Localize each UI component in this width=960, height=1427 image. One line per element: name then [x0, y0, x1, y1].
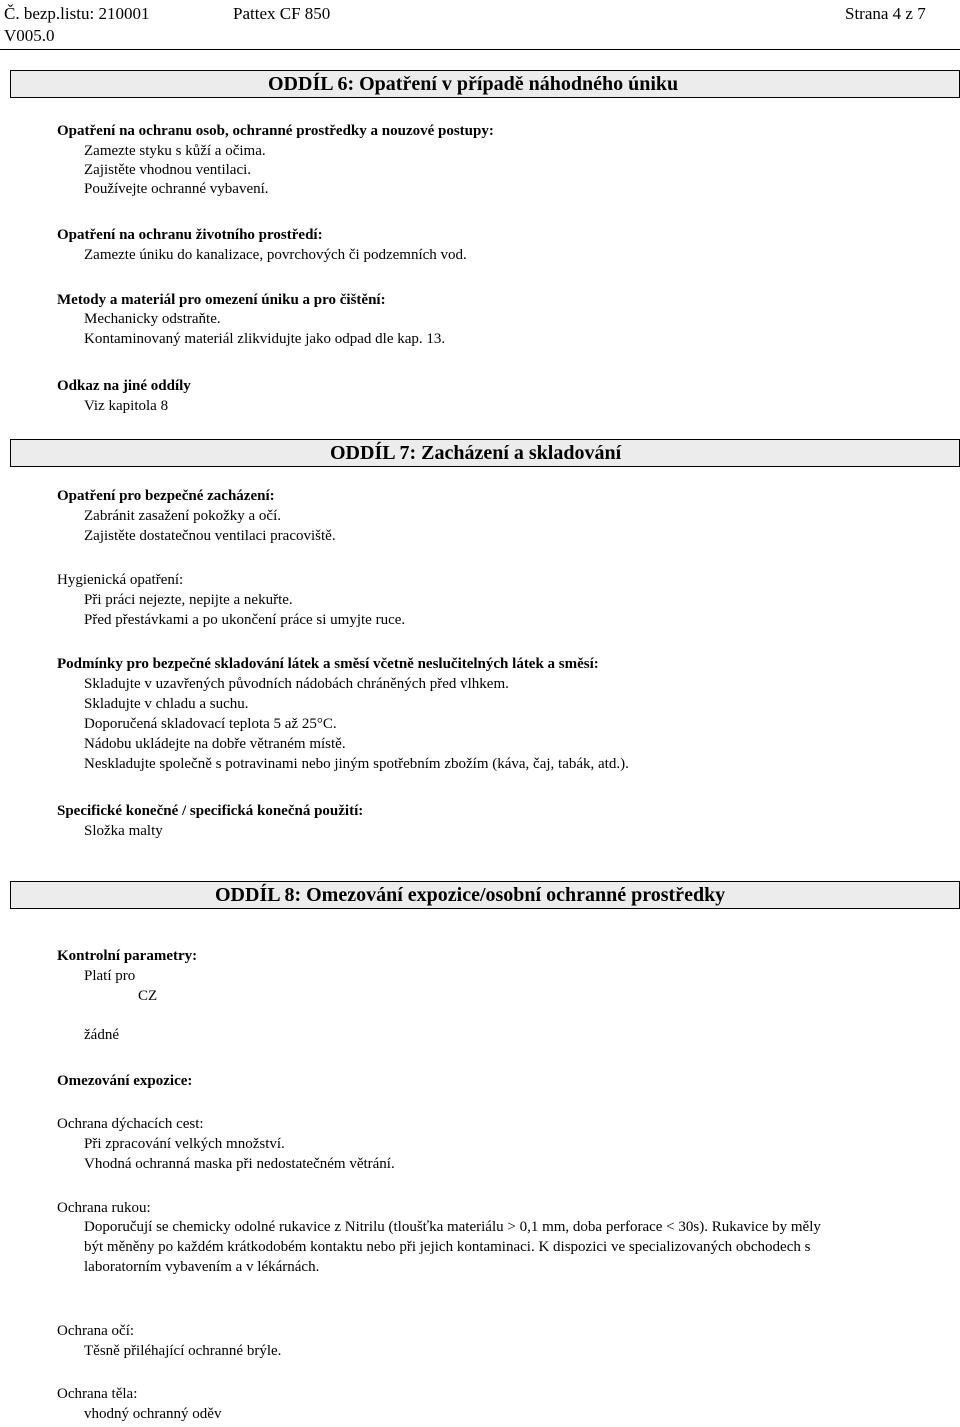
- storage-line-2: Skladujte v chladu a suchu.: [84, 696, 249, 712]
- environment-heading: Opatření na ochranu životního prostředí:: [57, 227, 323, 243]
- hygiene-line-1: Při práci nejezte, nepijte a nekuřte.: [84, 592, 293, 608]
- cleanup-heading: Metody a materiál pro omezení úniku a pro čištění:: [57, 292, 386, 308]
- page-number: Strana 4 z 7: [845, 4, 926, 23]
- eyes-heading: Ochrana očí:: [57, 1323, 135, 1339]
- storage-line-4: Nádobu ukládejte na dobře větraném místě.: [84, 736, 346, 752]
- reference-heading: Odkaz na jiné oddíly: [57, 378, 191, 394]
- safe-handling-heading: Opatření pro bezpečné zacházení:: [57, 488, 275, 504]
- respiratory-line-1: Při zpracování velkých množství.: [84, 1136, 285, 1152]
- product-name: Pattex CF 850: [233, 4, 331, 23]
- specific-use-line-1: Složka malty: [84, 823, 163, 839]
- body-heading: Ochrana těla:: [57, 1386, 138, 1402]
- reference-line-1: Viz kapitola 8: [84, 398, 169, 414]
- storage-line-3: Doporučená skladovací teplota 5 až 25°C.: [84, 716, 337, 732]
- safe-handling-line-1: Zabránit zasažení pokožky a očí.: [84, 508, 281, 524]
- respiratory-heading: Ochrana dýchacích cest:: [57, 1116, 204, 1132]
- hygiene-heading: Hygienická opatření:: [57, 572, 184, 588]
- cleanup-line-1: Mechanicky odstraňte.: [84, 311, 221, 327]
- storage-line-5: Neskladujte společně s potravinami nebo jiným spotřebním zbožím (káva, čaj, tabák, atd.).: [84, 756, 629, 772]
- storage-line-1: Skladujte v uzavřených původních nádobách chráněných před vlhkem.: [84, 676, 509, 692]
- personal-line-1: Zamezte styku s kůží a očima.: [84, 143, 266, 159]
- valid-for-label: Platí pro: [84, 968, 136, 984]
- hands-heading: Ochrana rukou:: [57, 1200, 151, 1216]
- control-parameters-heading: Kontrolní parametry:: [57, 948, 198, 964]
- hygiene-line-2: Před přestávkami a po ukončení práce si umyjte ruce.: [84, 612, 406, 628]
- environment-line-1: Zamezte úniku do kanalizace, povrchových či podzemních vod.: [84, 247, 467, 263]
- hands-line-1: Doporučují se chemicky odolné rukavice z Nitrilu (tloušťka materiálu > 0,1 mm, doba perforace < 30s). Rukavice by měly: [84, 1219, 821, 1235]
- body-line-1: vhodný ochranný oděv: [84, 1406, 222, 1422]
- exposure-controls-heading: Omezování expozice:: [57, 1073, 193, 1089]
- section-6-title: ODDÍL 6: Opatření v případě náhodného úniku: [268, 73, 679, 95]
- section-8-title: ODDÍL 8: Omezování expozice/osobní ochranné prostředky: [215, 884, 726, 906]
- personal-line-3: Používejte ochranné vybavení.: [84, 181, 269, 197]
- control-value: žádné: [84, 1027, 119, 1043]
- section-7-title: ODDÍL 7: Zacházení a skladování: [330, 442, 622, 464]
- storage-heading: Podmínky pro bezpečné skladování látek a směsí včetně neslučitelných látek a směsí:: [57, 656, 599, 672]
- personal-precautions-heading: Opatření na ochranu osob, ochranné prostředky a nouzové postupy:: [57, 123, 494, 139]
- version: V005.0: [4, 26, 55, 45]
- sheet-number: Č. bezp.listu: 210001: [4, 4, 150, 23]
- cleanup-line-2: Kontaminovaný materiál zlikvidujte jako odpad dle kap. 13.: [84, 331, 446, 347]
- hands-line-3: laboratorním vybavením a v lékárnách.: [84, 1259, 320, 1275]
- safe-handling-line-2: Zajistěte dostatečnou ventilaci pracoviště.: [84, 528, 336, 544]
- specific-use-heading: Specifické konečné / specifická konečná použití:: [57, 803, 364, 819]
- respiratory-line-2: Vhodná ochranná maska při nedostatečném větrání.: [84, 1156, 395, 1172]
- personal-line-2: Zajistěte vhodnou ventilaci.: [84, 162, 252, 178]
- eyes-line-1: Těsně přiléhající ochranné brýle.: [84, 1343, 282, 1359]
- header-divider: [0, 49, 960, 50]
- hands-line-2: být měněny po každém krátkodobém kontaktu nebo při jejich kontaminaci. K dispozici ve specializovaných obchodech s: [84, 1239, 811, 1255]
- country-code: CZ: [138, 988, 158, 1004]
